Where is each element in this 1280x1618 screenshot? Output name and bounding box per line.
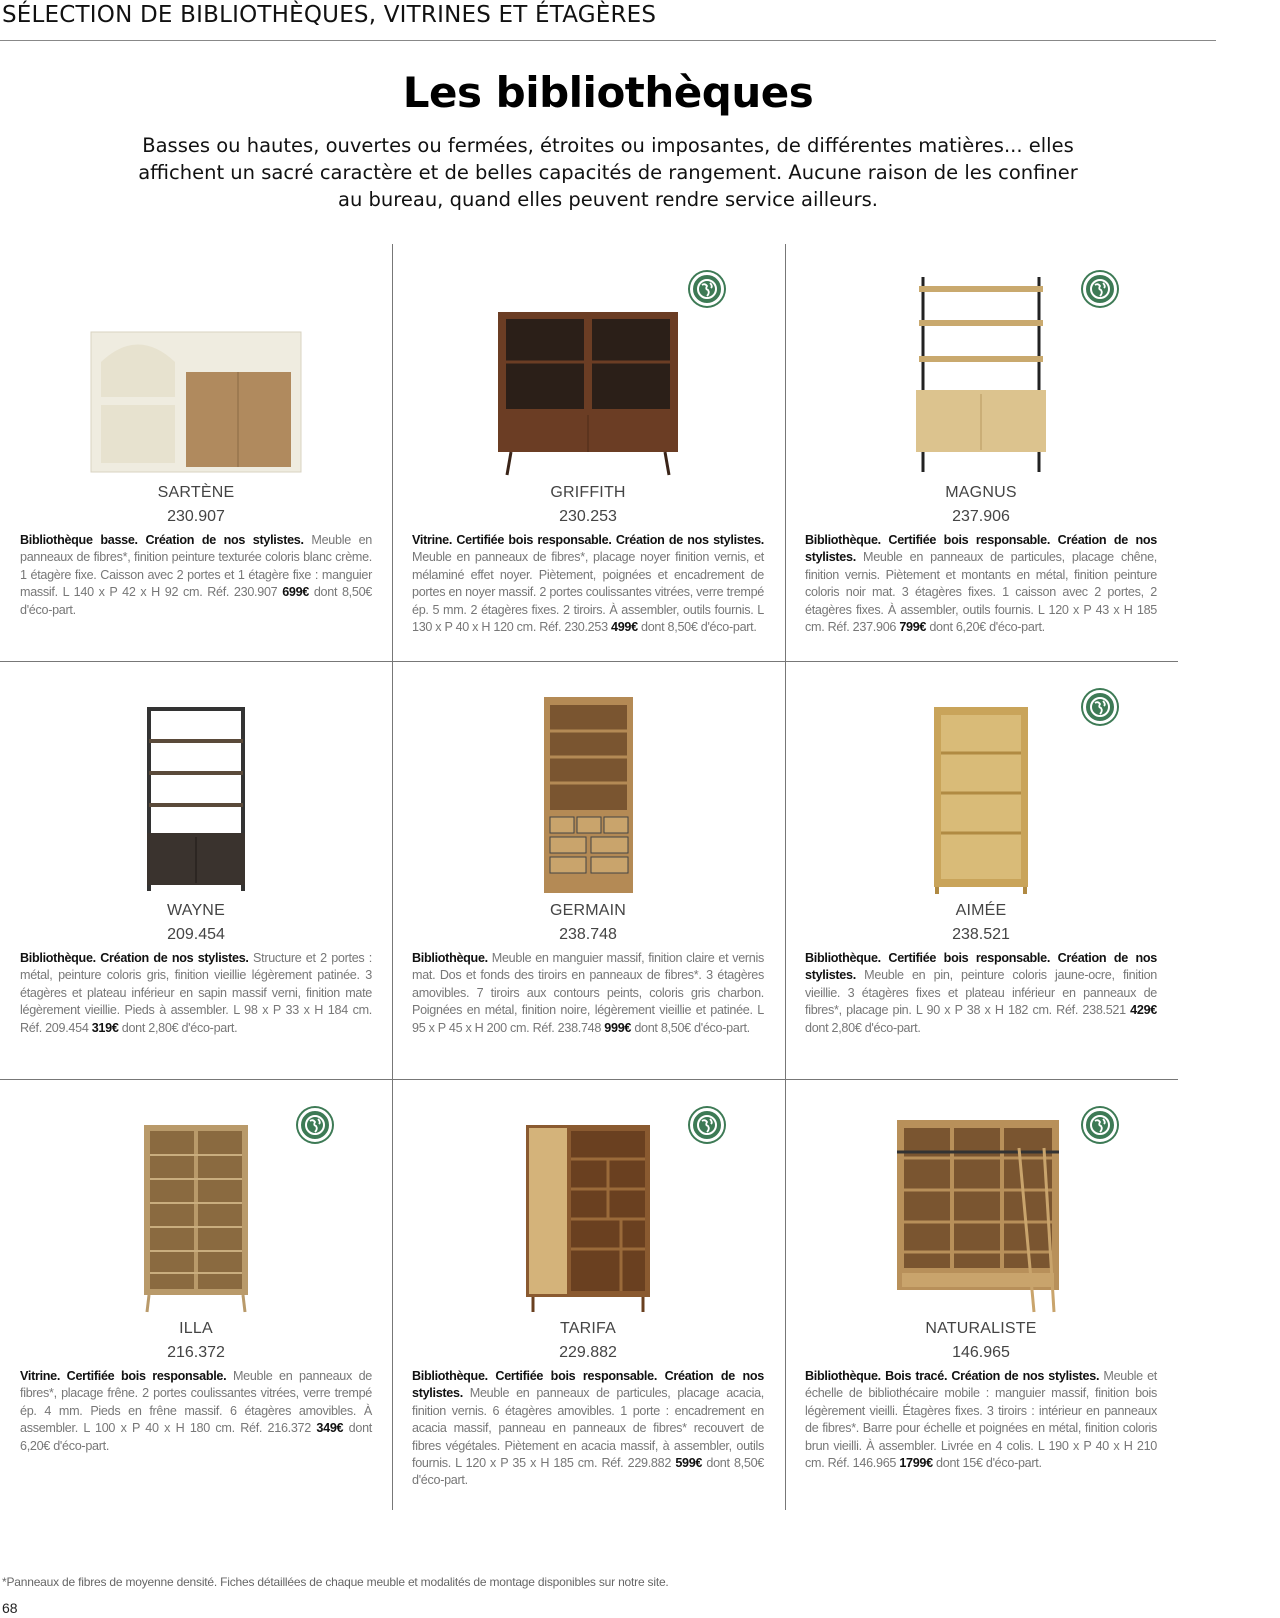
product-card[interactable] [785, 252, 1177, 682]
eco-participation: dont 8,50€ d'éco-part. [637, 620, 757, 635]
description-text: Meuble en pin, peinture coloris jaune-ocre, finition vieillie. 3 étagères fixes et plateau inférieur en panneaux de fibres*, placage pin. L 90 x P 38 x H 182 cm. Réf. 238.521 [805, 968, 1157, 1018]
price: 499€ [611, 620, 638, 635]
product-name: GRIFFITH [550, 484, 626, 501]
product-name: WAYNE [167, 902, 225, 919]
product-ref: 230.253 [559, 508, 617, 525]
price: 799€ [899, 620, 927, 635]
eco-participation: dont 2,80€ d'éco-part. [805, 1020, 921, 1035]
page-number: 68 [2, 1600, 18, 1616]
description-text: Meuble en panneaux de fibres*, placage frêne. 2 portes coulissantes vitrées, verre trempé ép. 4 mm. Pieds en frêne massif. 6 étagères amovibles. À assembler. L 100 x P 40 x H 180 cm. Réf. 216.372 [20, 1369, 372, 1436]
product-ref: 238.521 [952, 926, 1010, 943]
product-description [412, 532, 764, 636]
price: 319€ [91, 1020, 119, 1035]
product-description [412, 1368, 764, 1490]
product-card[interactable] [392, 670, 784, 1100]
description-highlight: Bibliothèque. Certifiée bois responsable. Création de nos stylistes. [805, 951, 1157, 983]
page-intro: Basses ou hautes, ouvertes ou fermées, étroites ou imposantes, de différentes matières... elles affichent un sacré caractère et de belles capacités de rangement. Aucune raison de les confiner au bureau, quand elles peuvent rendre service ailleurs. [138, 134, 1078, 211]
description-text: Meuble en panneaux de particules, placage acacia, finition vernis. 6 étagères amovibles. 1 porte : encadrement en acacia massif, panneau en panneaux de fibres* recouvert de fibres végétales. Piètement en acacia massif, à assembler, outils fournis. L 120 x P 35 x H 185 cm. Réf. 229.882 [412, 1386, 764, 1471]
product-description [805, 1368, 1157, 1472]
product-ref: 238.748 [559, 926, 617, 943]
description-highlight: Bibliothèque. Certifiée bois responsable. Création de nos stylistes. [805, 533, 1157, 565]
eco-participation: dont 2,80€ d'éco-part. [118, 1020, 238, 1035]
product-description [412, 950, 764, 1037]
price: 429€ [1130, 1003, 1157, 1018]
product-card[interactable] [785, 670, 1177, 1100]
product-ref: 229.882 [559, 1344, 617, 1361]
product-ref: 209.454 [167, 926, 225, 943]
product-name: GERMAIN [549, 902, 627, 919]
ochre-pine-bookcase-icon [931, 705, 1031, 895]
acacia-bookcase-icon [523, 1123, 653, 1313]
product-description [20, 1368, 372, 1455]
eco-participation: dont 8,50€ d'éco-part. [412, 1456, 764, 1488]
product-name: TARIFA [559, 1320, 617, 1337]
product-ref: 237.906 [952, 508, 1010, 525]
product-card[interactable] [0, 252, 392, 682]
description-text: Meuble en panneaux de particules, placage chêne, finition vernis. Piètement et montants en métal, finition peinture coloris noir mat. 3 étagères fixes. 1 caisson avec 2 portes, 2 étagères fixes. À assembler, outils fournis. L 120 x P 43 x H 185 cm. Réf. 237.906 [805, 550, 1157, 635]
description-highlight: Vitrine. Certifiée bois responsable. Création de nos stylistes. [412, 533, 764, 547]
description-highlight: Bibliothèque. Certifiée bois responsable. Création de nos stylistes. [412, 1369, 764, 1401]
description-highlight: Bibliothèque. [412, 951, 488, 965]
title-divider [0, 40, 1216, 41]
eco-participation: dont 15€ d'éco-part. [932, 1456, 1042, 1471]
product-image [785, 1088, 1177, 1313]
price: 1799€ [899, 1456, 933, 1471]
description-text: Structure et 2 portes : métal, peinture coloris gris, finition vieillie légèrement patinée. 3 étagères et plateau inférieur en sapin massif verni, finition mate légèrement vieillie. Pieds à assembler. L 98 x P 33 x H 184 cm. Réf. 209.454 [20, 951, 373, 1035]
description-text: Meuble en manguier massif, finition claire et vernis mat. Dos et fonds des tiroirs en panneaux de fibres*. 3 étagères amovibles. 7 tiroirs aux contours peints, coloris gris charbon. Poignées en métal, finition noire, légèrement vieillie et patinée. L 95 x P 45 x H 200 cm. Réf. 238.748 [412, 951, 764, 1035]
product-image [392, 252, 784, 477]
ash-glass-cabinet-icon [141, 1123, 251, 1313]
description-text: Meuble en panneaux de fibres*, finition peinture texturée coloris blanc crème. 1 étagère fixe. Caisson avec 2 portes et 1 étagère fixe : manguier massif. L 140 x P 42 x H 92 cm. Réf. 230.907 [20, 533, 373, 600]
product-description [805, 950, 1157, 1037]
product-image [0, 1088, 392, 1313]
walnut-display-cabinet-icon [493, 307, 683, 477]
section-title: SÉLECTION DE BIBLIOTHÈQUES, VITRINES ET ÉTAGÈRES [2, 2, 657, 28]
eco-participation: dont 8,50€ d'éco-part. [20, 585, 372, 617]
product-image [0, 670, 392, 895]
product-description [20, 532, 372, 619]
product-image [0, 252, 392, 477]
product-name: MAGNUS [945, 484, 1017, 501]
eco-participation: dont 8,50€ d'éco-part. [631, 1020, 750, 1035]
product-name: ILLA [179, 1320, 213, 1337]
library-bookcase-ladder-icon [894, 1118, 1069, 1313]
description-text: Meuble en panneaux de fibres*, placage noyer finition vernis, et mélaminé effet noyer. Piètement, poignées et encadrement de portes en noyer massif. 2 portes coulissantes vitrées, verre trempé ép. 5 mm. 2 étagères fixes. 2 tiroirs. À assembler, outils fournis. L 130 x P 40 x H 120 cm. Réf. 230.253 [412, 550, 764, 635]
product-card[interactable] [0, 670, 392, 1100]
low-bookcase-cream-icon [86, 327, 306, 477]
product-image [785, 252, 1177, 477]
description-highlight: Bibliothèque. Création de nos stylistes. [20, 951, 249, 965]
product-name: AIMÉE [955, 902, 1007, 919]
footnote: *Panneaux de fibres de moyenne densité. Fiches détaillées de chaque meuble et modalités de montage disponibles sur notre site. [2, 1575, 669, 1589]
metal-bookcase-icon [141, 705, 251, 895]
price: 349€ [316, 1421, 344, 1436]
page-title: Les bibliothèques [402, 68, 814, 117]
price: 999€ [604, 1020, 632, 1035]
product-card[interactable] [785, 1088, 1177, 1518]
description-highlight: Bibliothèque. Bois tracé. Création de nos stylistes. [805, 1369, 1100, 1383]
description-highlight: Bibliothèque basse. Création de nos stylistes. [20, 533, 304, 547]
product-card[interactable] [392, 1088, 784, 1518]
price: 699€ [282, 585, 310, 600]
product-card[interactable] [392, 252, 784, 682]
product-image [392, 1088, 784, 1313]
description-highlight: Vitrine. Certifiée bois responsable. [20, 1369, 227, 1383]
product-ref: 146.965 [952, 1344, 1010, 1361]
eco-participation: dont 6,20€ d'éco-part. [20, 1421, 372, 1453]
product-image [392, 670, 784, 895]
description-text: Meuble et échelle de bibliothécaire mobile : manguier massif, finition bois légèrement vieilli. Étagères fixes. 3 tiroirs : intérieur en panneaux de fibres*. Barre pour échelle et poignées en métal, finition coloris brun vieilli. À assembler. Livrée en 4 colis. L 190 x P 40 x H 210 cm. Réf. 146.965 [805, 1369, 1157, 1471]
product-ref: 216.372 [167, 1344, 225, 1361]
product-description [805, 532, 1157, 636]
product-card[interactable] [0, 1088, 392, 1518]
product-image [785, 670, 1177, 895]
oak-metal-shelving-icon [911, 272, 1051, 477]
product-name: NATURALISTE [925, 1320, 1037, 1337]
product-description [20, 950, 372, 1037]
mango-wood-bookcase-drawers-icon [541, 695, 636, 895]
product-ref: 230.907 [167, 508, 225, 525]
eco-participation: dont 6,20€ d'éco-part. [926, 620, 1045, 635]
price: 599€ [675, 1456, 703, 1471]
product-name: SARTÈNE [157, 484, 235, 501]
